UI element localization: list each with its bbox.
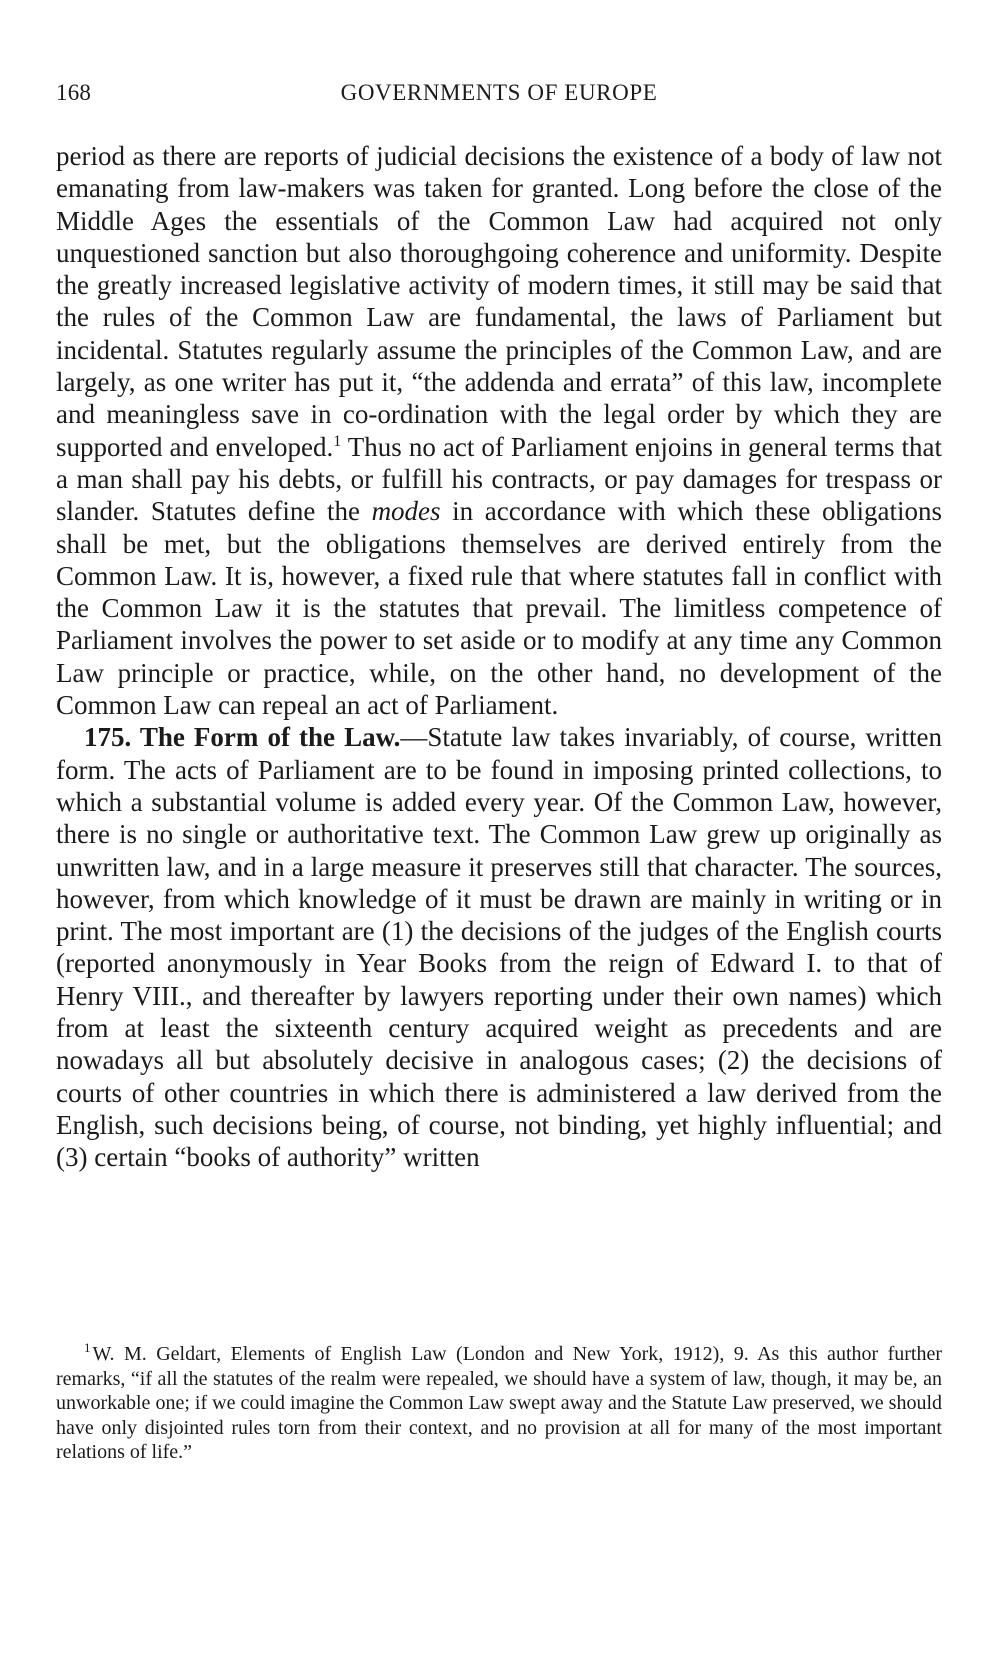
body-text (56, 140, 942, 1174)
paragraph-1-part-2: Thus no act of Parliament enjoins in general terms that a man shall pay his debts, or fulfill his contracts, or pay damages for trespass or slander. Statutes define the (56, 431, 942, 527)
page-number: 168 (56, 80, 92, 105)
paragraph-2-text: —Statute law takes invariably, of course, written form. The acts of Parliament are to be found in imposing printed collections, to which a substantial volume is added every year. Of the Common Law, however, there is no single or authoritative text. The Common Law grew up originally as unwritten law, and in a large measure it preserves still that character. The sources, however, from which knowledge of it must be drawn are mainly in writing or in print. The most important are (1) the decisions of the judges of the English courts (reported anonymously in Year Books from the reign of Edward I. to that of Henry VIII., and thereafter by lawyers reporting under their own names) which from at least the sixteenth century acquired weight as precedents and are nowadays all but absolutely decisive in analogous cases; (2) the decisions of courts of other countries in which there is administered a law derived from the English, such decisions being, of course, not binding, yet highly influential; and (3) certain “books of authority” written (56, 722, 942, 1173)
footnote-marker: 1 (84, 1340, 91, 1356)
paragraph-common-law (56, 140, 942, 721)
running-head (56, 80, 942, 114)
paragraph-1-part-1: period as there are reports of judicial decisions the existence of a body of law not emanating from law-makers was taken for granted. Long before the close of the Middle Ages the essentials of the Common Law had acquired not only unquestioned sanction but also thoroughgoing coherence and uniformity. Despite the greatly increased legislative activity of modern times, it still may be said that the rules of the Common Law are fundamental, the laws of Parliament but incidental. Statutes regularly assume the principles of the Common Law, and are largely, as one writer has put it, “the addenda and errata” of this law, incomplete and meaningless save in co-ordination with the legal order by which they are supported and enveloped. (56, 141, 942, 462)
section-heading: 175. The Form of the Law. (84, 722, 401, 753)
emphasis-modes: modes (371, 496, 441, 527)
footnote (56, 1342, 942, 1465)
footnote-text: W. M. Geldart, Elements of English Law (London and New York, 1912), 9. As this author further remarks, “if all the statutes of the realm were repealed, we should have a system of law, though, it may be, an unworkable one; if we could imagine the Common Law swept away and the Statute Law preserved, we should have only disjointed rules torn from their context, and no provision at all for many of the most important relations of life.” (56, 1343, 942, 1464)
paragraph-form-of-law (56, 721, 942, 1173)
running-title: GOVERNMENTS OF EUROPE (340, 80, 658, 105)
paragraph-1-part-3: in accordance with which these obligations shall be met, but the obligations themselves are derived entirely from the Common Law. It is, however, a fixed rule that where statutes fall in conflict with the Common Law it is the statutes that prevail. The limitless competence of Parliament involves the power to set aside or to modify at any time any Common Law principle or practice, while, on the other hand, no development of the Common Law can repeal an act of Parliament. (56, 496, 942, 721)
footnote-reference: 1 (333, 432, 342, 450)
